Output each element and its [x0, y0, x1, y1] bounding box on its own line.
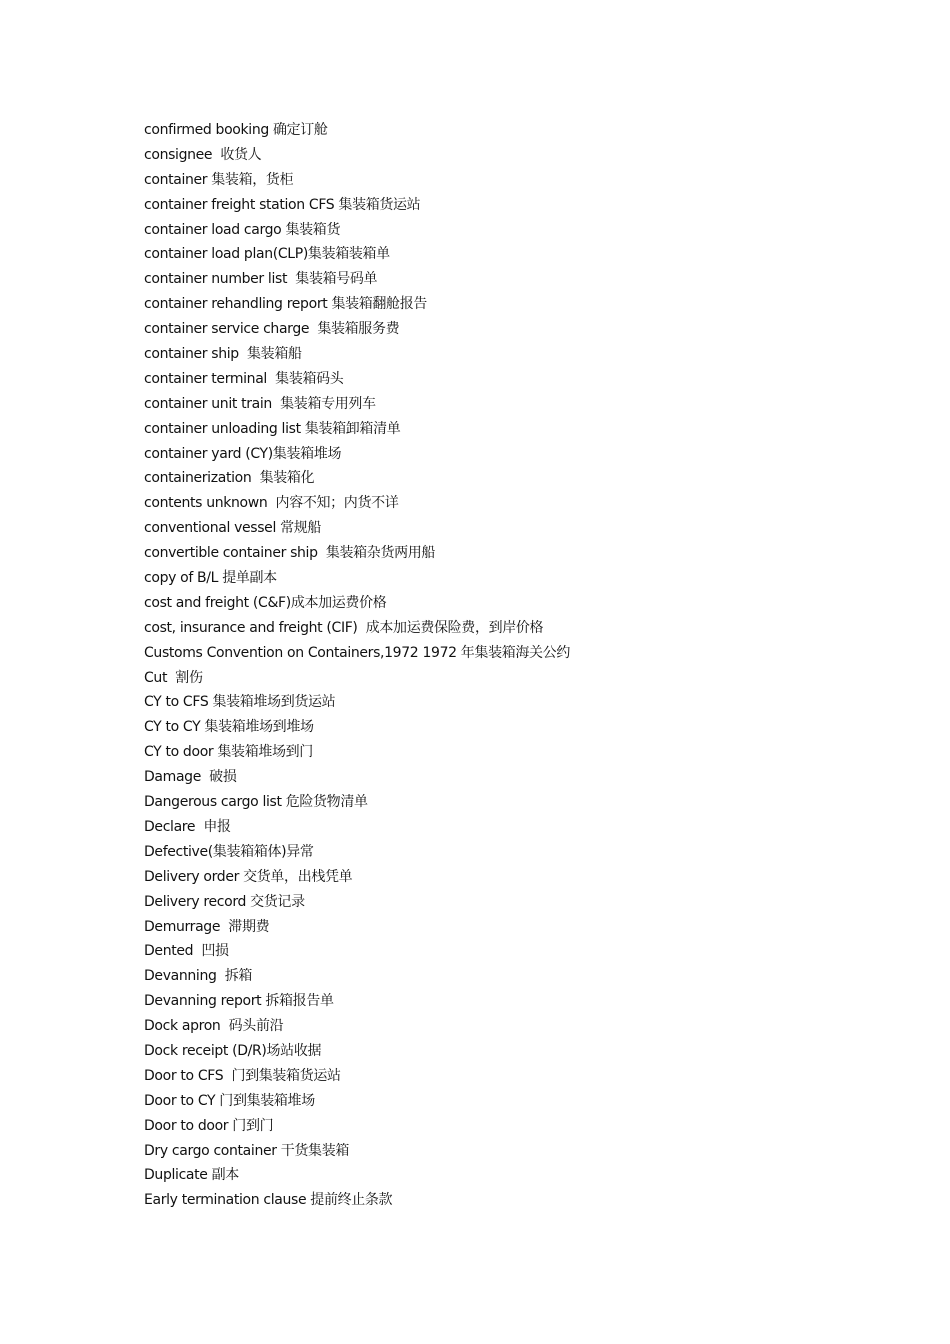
glossary-entry: Devanning report 拆箱报告单: [144, 993, 334, 1010]
glossary-entry: Demurrage 滞期费: [144, 918, 270, 935]
glossary-entry: container unloading list 集装箱卸箱清单: [144, 420, 401, 437]
glossary-entry: conventional vessel 常规船: [144, 520, 322, 537]
glossary-entry: confirmed booking 确定订舱: [144, 122, 328, 138]
glossary-entry: consignee 收货人: [144, 146, 262, 163]
glossary-entry: Damage 破损: [144, 769, 237, 786]
glossary-entry: Defective(集装箱箱体)异常: [144, 843, 314, 860]
glossary-entry: Door to CFS 门到集装箱货运站: [144, 1067, 341, 1084]
glossary-entry: container service charge 集装箱服务费: [144, 321, 400, 338]
glossary-entry: Delivery record 交货记录: [144, 893, 305, 910]
glossary-entry: Customs Convention on Containers,1972 1972 年集装箱海关公约: [144, 644, 570, 661]
glossary-entry: containerization 集装箱化: [144, 470, 315, 487]
glossary-entry: CY to door 集装箱堆场到门: [144, 744, 313, 761]
glossary-entry: Duplicate 副本: [144, 1167, 239, 1184]
glossary-entry: container 集装箱，货柜: [144, 171, 294, 188]
glossary-entry: container terminal 集装箱码头: [144, 370, 344, 387]
glossary-entry: container unit train 集装箱专用列车: [144, 395, 376, 412]
glossary-entry: Dock apron 码头前沿: [144, 1018, 284, 1035]
glossary-entry: CY to CFS 集装箱堆场到货运站: [144, 694, 336, 711]
glossary-entry: Dangerous cargo list 危险货物清单: [144, 794, 368, 811]
glossary-entry: container yard (CY)集装箱堆场: [144, 445, 342, 462]
glossary-entry: Door to CY 门到集装箱堆场: [144, 1092, 315, 1109]
glossary-entry: Devanning 拆箱: [144, 968, 253, 985]
glossary-entry: container number list 集装箱号码单: [144, 271, 378, 288]
glossary-entry: container freight station CFS 集装箱货运站: [144, 196, 421, 213]
glossary-entry: cost and freight (C&F)成本加运费价格: [144, 594, 387, 611]
glossary-entry: contents unknown 内容不知；内货不详: [144, 495, 399, 512]
glossary-entry: convertible container ship 集装箱杂货两用船: [144, 545, 436, 562]
glossary-entry: Dock receipt (D/R)场站收据: [144, 1042, 322, 1059]
glossary-entry: container load plan(CLP)集装箱装箱单: [144, 246, 390, 263]
glossary-entry: Delivery order 交货单，出栈凭单: [144, 868, 353, 885]
glossary-entry: container rehandling report 集装箱翻舱报告: [144, 296, 428, 313]
glossary-entry: Door to door 门到门: [144, 1117, 274, 1134]
glossary-entry: copy of B/L 提单副本: [144, 570, 277, 587]
glossary-entry: Early termination clause 提前终止条款: [144, 1192, 393, 1209]
glossary-entry: Cut 割伤: [144, 669, 203, 686]
glossary-list: [144, 119, 570, 1214]
glossary-entry: container ship 集装箱船: [144, 346, 302, 363]
glossary-entry: cost, insurance and freight (CIF) 成本加运费保险费，到岸价格: [144, 619, 544, 636]
glossary-entry: Declare 申报: [144, 818, 231, 835]
glossary-entry: Dented 凹损: [144, 943, 229, 960]
glossary-entry: container load cargo 集装箱货: [144, 221, 341, 238]
glossary-entry: CY to CY 集装箱堆场到堆场: [144, 719, 314, 736]
glossary-entry: Dry cargo container 干货集装箱: [144, 1142, 349, 1159]
